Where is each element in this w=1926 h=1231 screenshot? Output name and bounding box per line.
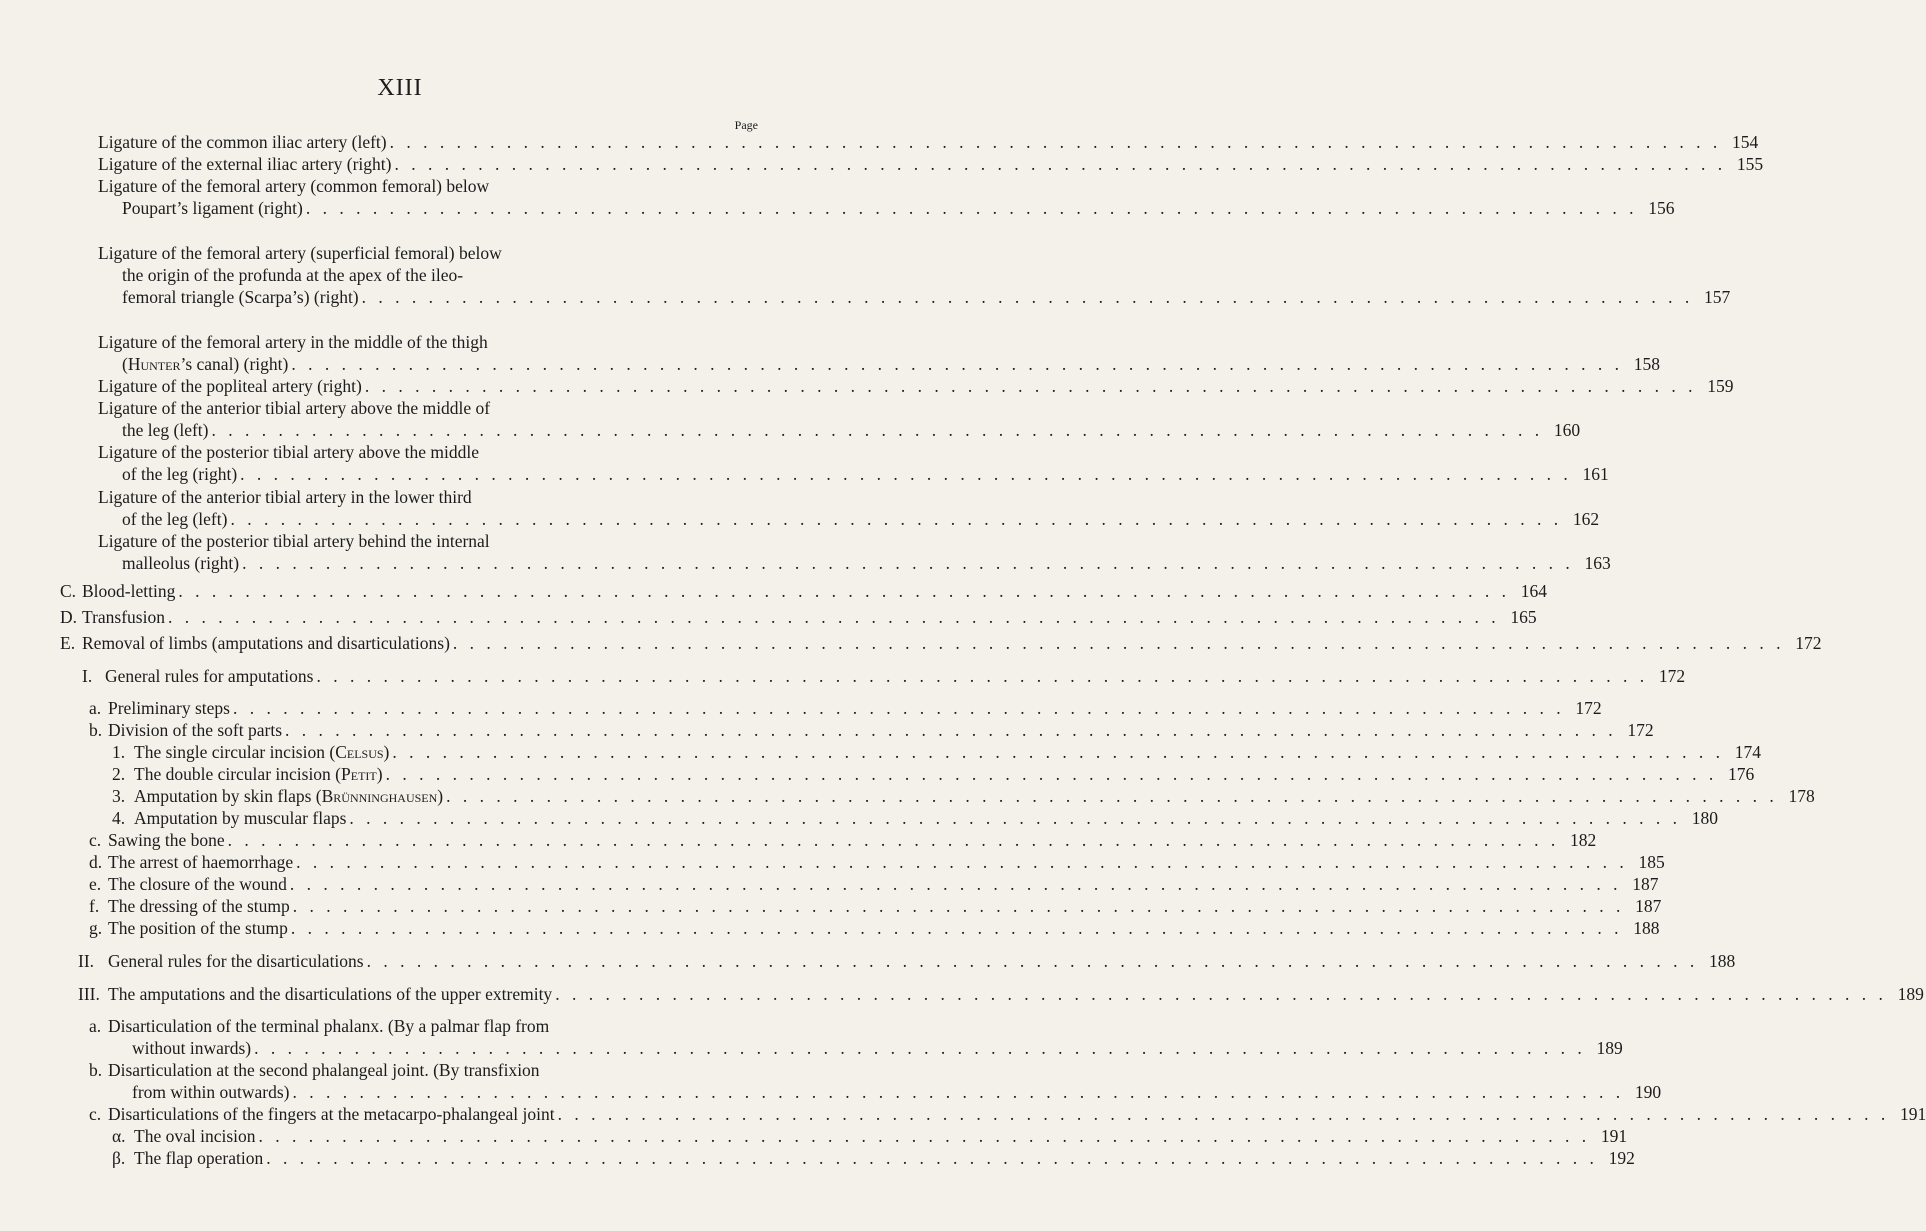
toc-page-number: 172: [1627, 720, 1654, 740]
toc-entry-line: [122, 197, 1675, 219]
leader-dots: . . . . . . . . . . . . . . . . . . . . . . . . . . . . . . . . . . . . . . . . . . . . . . . . . . . . . . . . . . . . . . . . . . . . . . . . . . . . . . . .: [452, 633, 1785, 653]
leader-dots: . . . . . . . . . . . . . . . . . . . . . . . . . . . . . . . . . . . . . . . . . . . . . . . . . . . . . . . . . . . . . . . . . . . . . . . . . . . . . . . .: [240, 464, 1572, 485]
toc-entry-title: from within outwards): [132, 1082, 290, 1103]
toc-page-number: 188: [1633, 918, 1660, 938]
toc-entry-line: Ligature of the femoral artery in the middle of the thigh: [98, 332, 488, 352]
toc-entry-label: c.: [89, 1104, 102, 1124]
leader-dots: . . . . . . . . . . . . . . . . . . . . . . . . . . . . . . . . . . . . . . . . . . . . . . . . . . . . . . . . . . . . . . . . . . . . . . . . . . . . . . . .: [555, 984, 1887, 1004]
leader-dots: . . . . . . . . . . . . . . . . . . . . . . . . . . . . . . . . . . . . . . . . . . . . . . . . . . . . . . . . . . . . . . . . . . . . . . . . . . . . . . . .: [389, 132, 1722, 152]
toc-page-number: 185: [1638, 852, 1665, 872]
toc-page-number: 182: [1570, 830, 1597, 850]
toc-page-number: 159: [1707, 376, 1734, 396]
leader-dots: . . . . . . . . . . . . . . . . . . . . . . . . . . . . . . . . . . . . . . . . . . . . . . . . . . . . . . . . . . . . . . . . . . . . . . . . . . . . . . . .: [290, 918, 1623, 938]
toc-entry-line: [108, 719, 1654, 741]
toc-entry-title: Amputation by skin flaps (Brünninghausen): [134, 786, 444, 806]
toc-entry-title: Removal of limbs (amputations and disarticulations): [82, 633, 450, 653]
toc-page-number: 164: [1520, 581, 1547, 601]
toc-entry-line: [108, 895, 1662, 917]
toc-page-number: 155: [1736, 154, 1764, 174]
toc-entry-line: [134, 741, 1761, 763]
leader-dots: . . . . . . . . . . . . . . . . . . . . . . . . . . . . . . . . . . . . . . . . . . . . . . . . . . . . . . . . . . . . . . . . . . . . . . . . . . . . . . . .: [316, 666, 1649, 686]
toc-entry-label: c.: [89, 830, 102, 850]
toc-entry-title: Ligature of the popliteal artery (right): [98, 376, 362, 396]
toc-entry-line: [98, 131, 1759, 153]
toc-entry-label: b.: [89, 720, 103, 740]
leader-dots: . . . . . . . . . . . . . . . . . . . . . . . . . . . . . . . . . . . . . . . . . . . . . . . . . . . . . . . . . . . . . . . . . . . . . . . . . . . . . . . .: [305, 198, 1638, 219]
toc-page-number: 174: [1734, 742, 1761, 762]
toc-entry-title: Sawing the bone: [108, 830, 225, 850]
toc-entry-line: [98, 153, 1764, 175]
toc-entry-line: Ligature of the femoral artery (common femoral) below: [98, 176, 490, 196]
toc-entry-title: Division of the soft parts: [108, 720, 283, 740]
leader-dots: . . . . . . . . . . . . . . . . . . . . . . . . . . . . . . . . . . . . . . . . . . . . . . . . . . . . . . . . . . . . . . . . . . . . . . . . . . . . . . . .: [230, 509, 1563, 530]
leader-dots: . . . . . . . . . . . . . . . . . . . . . . . . . . . . . . . . . . . . . . . . . . . . . . . . . . . . . . . . . . . . . . . . . . . . . . . . . . . . . . . .: [254, 1038, 1586, 1059]
leader-dots: . . . . . . . . . . . . . . . . . . . . . . . . . . . . . . . . . . . . . . . . . . . . . . . . . . . . . . . . . . . . . . . . . . . . . . . . . . . . . . . .: [291, 354, 1623, 375]
toc-entry-line: Ligature of the posterior tibial artery behind the internal: [98, 531, 490, 551]
toc-page-number: 191: [1600, 1126, 1628, 1146]
toc-page-number: 163: [1584, 553, 1611, 574]
leader-dots: . . . . . . . . . . . . . . . . . . . . . . . . . . . . . . . . . . . . . . . . . . . . . . . . . . . . . . . . . . . . . . . . . . . . . . . . . . . . . . . .: [292, 896, 1625, 916]
toc-entry-line: [122, 463, 1609, 485]
toc-entry-line: Ligature of the anterior tibial artery above the middle of: [98, 398, 491, 418]
page-roman-numeral: XIII: [377, 75, 423, 101]
toc-page-number: 154: [1732, 132, 1759, 152]
toc-page-number: 172: [1795, 633, 1822, 653]
toc-page-number: 192: [1608, 1148, 1635, 1168]
toc-entry-label: III.: [78, 984, 100, 1004]
toc-page-number: 180: [1691, 808, 1719, 828]
toc-entry-line: [108, 829, 1597, 851]
toc-entry-line: Ligature of the femoral artery (superficial femoral) below: [98, 243, 502, 263]
toc-entry-label: f.: [89, 896, 100, 916]
toc-entry-line: [105, 665, 1686, 687]
leader-dots: . . . . . . . . . . . . . . . . . . . . . . . . . . . . . . . . . . . . . . . . . . . . . . . . . . . . . . . . . . . . . . . . . . . . . . . . . . . . . . . .: [366, 951, 1699, 971]
toc-entry-title: (Hunter’s canal) (right): [122, 354, 289, 375]
toc-entry-line: [108, 950, 1736, 972]
toc-entry-line: [134, 807, 1719, 829]
toc-page-number: 158: [1633, 354, 1660, 375]
leader-dots: . . . . . . . . . . . . . . . . . . . . . . . . . . . . . . . . . . . . . . . . . . . . . . . . . . . . . . . . . . . . . . . . . . . . . . . . . . . . . . . .: [289, 874, 1622, 894]
toc-entry-line: [122, 552, 1611, 574]
toc-entry-label: b.: [89, 1060, 103, 1080]
toc-entry-label: e.: [89, 874, 102, 894]
toc-entry-label: d.: [89, 852, 103, 872]
toc-page-number: 156: [1648, 198, 1675, 219]
toc-entry-label: 1.: [112, 742, 126, 762]
leader-dots: . . . . . . . . . . . . . . . . . . . . . . . . . . . . . . . . . . . . . . . . . . . . . . . . . . . . . . . . . . . . . . . . . . . . . . . . . . . . . . . .: [364, 376, 1697, 396]
leader-dots: . . . . . . . . . . . . . . . . . . . . . . . . . . . . . . . . . . . . . . . . . . . . . . . . . . . . . . . . . . . . . . . . . . . . . . . . . . . . . . . .: [211, 420, 1544, 441]
toc-entry-line: [122, 286, 1731, 308]
toc-entry-line: [108, 1103, 1926, 1125]
leader-dots: . . . . . . . . . . . . . . . . . . . . . . . . . . . . . . . . . . . . . . . . . . . . . . . . . . . . . . . . . . . . . . . . . . . . . . . . . . . . . . . .: [285, 720, 1617, 740]
toc-page-number: 162: [1572, 509, 1600, 530]
toc-entry-line: Ligature of the posterior tibial artery above the middle: [98, 442, 479, 462]
toc-page-number: 176: [1727, 764, 1755, 784]
toc-page-number: 172: [1658, 666, 1686, 686]
toc-entry-line: [132, 1037, 1623, 1059]
page-column-header: Page: [734, 118, 758, 132]
leader-dots: . . . . . . . . . . . . . . . . . . . . . . . . . . . . . . . . . . . . . . . . . . . . . . . . . . . . . . . . . . . . . . . . . . . . . . . . . . . . . . . .: [292, 1082, 1625, 1103]
toc-entry-line: [132, 1081, 1662, 1103]
toc-entry-line: Disarticulation at the second phalangeal joint. (By transfixion: [108, 1060, 540, 1080]
toc-entry-label: I.: [82, 666, 93, 686]
toc-entry-title: the leg (left): [122, 420, 209, 441]
toc-entry-title: femoral triangle (Scarpa’s) (right): [122, 287, 359, 308]
toc-entry-line: [108, 873, 1659, 895]
toc-entry-title: without inwards): [132, 1038, 252, 1059]
toc-entry-line: [122, 508, 1600, 530]
toc-entry-title: The oval incision: [134, 1126, 256, 1146]
toc-entry-line: [108, 697, 1602, 719]
toc-entry-label: α.: [112, 1126, 126, 1146]
toc-entry-label: D.: [60, 607, 78, 627]
toc-entry-line: [122, 353, 1660, 375]
toc-page-number: 190: [1634, 1082, 1662, 1103]
toc-entry-title: The closure of the wound: [108, 874, 287, 894]
leader-dots: . . . . . . . . . . . . . . . . . . . . . . . . . . . . . . . . . . . . . . . . . . . . . . . . . . . . . . . . . . . . . . . . . . . . . . . . . . . . . . . .: [258, 1126, 1591, 1146]
toc-page-number: 187: [1635, 896, 1662, 916]
toc-entry-title: Ligature of the common iliac artery (left): [98, 132, 387, 152]
toc-page-number: 160: [1553, 420, 1581, 441]
toc-entry-label: 3.: [112, 786, 126, 806]
toc-entry-line: [82, 632, 1822, 654]
toc-entry-title: The arrest of haemorrhage: [108, 852, 294, 872]
leader-dots: . . . . . . . . . . . . . . . . . . . . . . . . . . . . . . . . . . . . . . . . . . . . . . . . . . . . . . . . . . . . . . . . . . . . . . . . . . . . . . . .: [233, 698, 1565, 718]
toc-entry-title: The double circular incision (Petit): [134, 764, 383, 784]
toc-entry-title: malleolus (right): [122, 553, 240, 574]
leader-dots: . . . . . . . . . . . . . . . . . . . . . . . . . . . . . . . . . . . . . . . . . . . . . . . . . . . . . . . . . . . . . . . . . . . . . . . . . . . . . . . .: [242, 553, 1574, 574]
toc-entry-line: [134, 1125, 1628, 1147]
leader-dots: . . . . . . . . . . . . . . . . . . . . . . . . . . . . . . . . . . . . . . . . . . . . . . . . . . . . . . . . . . . . . . . . . . . . . . . . . . . . . . . .: [394, 154, 1727, 174]
toc-entry-title: General rules for amputations: [105, 666, 314, 686]
toc-page-number: 188: [1708, 951, 1736, 971]
toc-entry-label: a.: [89, 1016, 102, 1036]
toc-entry-title: The flap operation: [134, 1148, 264, 1168]
toc-entry-line: [108, 851, 1665, 873]
toc-entry-title: Blood-letting: [82, 581, 176, 601]
toc-page-number: 172: [1575, 698, 1602, 718]
toc-page-number: 189: [1897, 984, 1924, 1004]
toc-entry-line: [82, 606, 1537, 628]
toc-page-number: 191: [1899, 1104, 1926, 1124]
leader-dots: . . . . . . . . . . . . . . . . . . . . . . . . . . . . . . . . . . . . . . . . . . . . . . . . . . . . . . . . . . . . . . . . . . . . . . . . . . . . . . . .: [446, 786, 1778, 806]
toc-entry-line: [134, 763, 1755, 785]
toc-entry-line: [108, 983, 1924, 1005]
toc-entry-label: g.: [89, 918, 103, 938]
toc-entry-title: The dressing of the stump: [108, 896, 290, 916]
toc-entry-title: The single circular incision (Celsus): [134, 742, 390, 762]
toc-entry-label: C.: [60, 581, 77, 601]
toc-entry-line: the origin of the profunda at the apex of the ileo-: [122, 265, 464, 286]
toc-entry-line: [134, 785, 1815, 807]
toc-entry-line: [98, 375, 1734, 397]
toc-entry-title: of the leg (right): [122, 464, 238, 485]
toc-entry-line: [108, 917, 1660, 939]
toc-entry-title: Ligature of the external iliac artery (right): [98, 154, 392, 174]
toc-entry-label: E.: [60, 633, 76, 653]
toc-page-number: 165: [1510, 607, 1537, 627]
leader-dots: . . . . . . . . . . . . . . . . . . . . . . . . . . . . . . . . . . . . . . . . . . . . . . . . . . . . . . . . . . . . . . . . . . . . . . . . . . . . . . . .: [361, 287, 1694, 308]
toc-entry-label: β.: [112, 1148, 126, 1168]
leader-dots: . . . . . . . . . . . . . . . . . . . . . . . . . . . . . . . . . . . . . . . . . . . . . . . . . . . . . . . . . . . . . . . . . . . . . . . . . . . . . . . .: [296, 852, 1628, 872]
toc-entry-title: Preliminary steps: [108, 698, 230, 718]
toc-entry-label: 4.: [112, 808, 126, 828]
leader-dots: . . . . . . . . . . . . . . . . . . . . . . . . . . . . . . . . . . . . . . . . . . . . . . . . . . . . . . . . . . . . . . . . . . . . . . . . . . . . . . . .: [178, 581, 1510, 601]
leader-dots: . . . . . . . . . . . . . . . . . . . . . . . . . . . . . . . . . . . . . . . . . . . . . . . . . . . . . . . . . . . . . . . . . . . . . . . . . . . . . . . .: [557, 1104, 1890, 1124]
toc-entry-title: Poupart’s ligament (right): [122, 198, 303, 219]
toc-entry-label: II.: [78, 951, 95, 971]
leader-dots: . . . . . . . . . . . . . . . . . . . . . . . . . . . . . . . . . . . . . . . . . . . . . . . . . . . . . . . . . . . . . . . . . . . . . . . . . . . . . . . .: [349, 808, 1682, 828]
toc-entry-title: The position of the stump: [108, 918, 288, 938]
toc-page-number: 157: [1704, 287, 1731, 308]
toc-entry-line: [122, 419, 1581, 441]
toc-entry-line: [82, 580, 1547, 602]
leader-dots: . . . . . . . . . . . . . . . . . . . . . . . . . . . . . . . . . . . . . . . . . . . . . . . . . . . . . . . . . . . . . . . . . . . . . . . . . . . . . . . .: [266, 1148, 1598, 1168]
toc-entry-label: a.: [89, 698, 102, 718]
toc-page-number: 189: [1596, 1038, 1623, 1059]
toc-entry-title: Transfusion: [82, 607, 165, 627]
toc-entry-label: 2.: [112, 764, 126, 784]
leader-dots: . . . . . . . . . . . . . . . . . . . . . . . . . . . . . . . . . . . . . . . . . . . . . . . . . . . . . . . . . . . . . . . . . . . . . . . . . . . . . . . .: [385, 764, 1718, 784]
toc-entry-title: General rules for the disarticulations: [108, 951, 364, 971]
toc-entry-line: Disarticulation of the terminal phalanx. (By a palmar flap from: [108, 1016, 550, 1036]
toc-entry-title: The amputations and the disarticulations of the upper extremity: [108, 984, 553, 1004]
toc-page-number: 178: [1788, 786, 1815, 806]
toc-entry-title: of the leg (left): [122, 509, 228, 530]
leader-dots: . . . . . . . . . . . . . . . . . . . . . . . . . . . . . . . . . . . . . . . . . . . . . . . . . . . . . . . . . . . . . . . . . . . . . . . . . . . . . . . .: [392, 742, 1724, 762]
toc-page-number: 187: [1632, 874, 1659, 894]
toc-entry-title: Amputation by muscular flaps: [134, 808, 347, 828]
leader-dots: . . . . . . . . . . . . . . . . . . . . . . . . . . . . . . . . . . . . . . . . . . . . . . . . . . . . . . . . . . . . . . . . . . . . . . . . . . . . . . . .: [227, 830, 1560, 850]
leader-dots: . . . . . . . . . . . . . . . . . . . . . . . . . . . . . . . . . . . . . . . . . . . . . . . . . . . . . . . . . . . . . . . . . . . . . . . . . . . . . . . .: [167, 607, 1500, 627]
toc-entry-line: [134, 1147, 1635, 1169]
toc-entry-line: Ligature of the anterior tibial artery in the lower third: [98, 487, 472, 507]
toc-page-number: 161: [1582, 464, 1609, 485]
toc-entry-title: Disarticulations of the fingers at the metacarpo-phalangeal joint: [108, 1104, 555, 1124]
